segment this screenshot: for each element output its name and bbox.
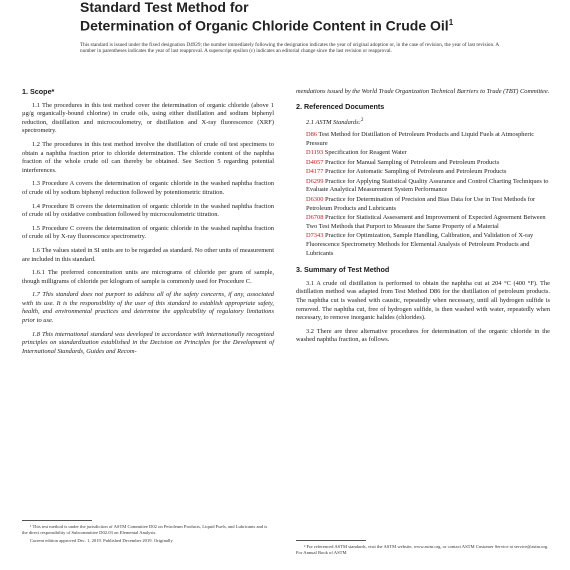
reference-item xyxy=(306,159,550,168)
reference-title: Practice for Determination of Precision and Bias Data for Use in Test Methods for Petroleum Products and Lubricants xyxy=(306,196,536,212)
reference-title: Practice for Applying Statistical Quality Assurance and Control Charting Techniques to Evaluate Analytical Measurement System Performance xyxy=(306,177,549,194)
footnote: ¹ This test method is under the jurisdiction of ASTM Committee D02 on Petroleum Products, Liquid Fuels, and Lubricants and is the direct responsibility of Subcommittee D02.03 on Elemental Analysis. xyxy=(22,524,268,535)
reference-link[interactable]: D6299 xyxy=(306,177,324,185)
scope-heading: 1. Scope* xyxy=(22,87,55,96)
scope-para: 1.1 The procedures in this test method cover the determination of organic chloride (above 1 µg/g organically-bound chlorine) in crude oils, using either distillation and sodium biphenyl reduction, distillation and microcoulometry, or distillation and X-ray fluorescence (XRF) spectrometry. xyxy=(22,101,274,135)
right-column xyxy=(296,88,550,350)
reference-title: Practice for Optimization, Sample Handling, Calibration, and Validation of X-ray Fluorescence Spectrometry Methods for Elemental Analysis of Petroleum Products and Lubricants xyxy=(306,232,534,257)
title-line-2-text: Determination of Organic Chloride Content in Crude Oil xyxy=(80,17,449,34)
reference-item xyxy=(306,214,550,231)
reference-link[interactable]: D7343 xyxy=(306,232,324,240)
document-title xyxy=(80,0,500,34)
references-heading: 2. Referenced Documents xyxy=(296,101,385,111)
left-column xyxy=(22,88,274,361)
scope-para: 1.5 Procedure C covers the determination of organic chloride in the washed naphtha fraction of crude oil by X-ray fluorescence spectrometry. xyxy=(22,224,274,241)
astm-standards-label: 2.1 ASTM Standards: xyxy=(306,119,361,127)
left-footnotes xyxy=(22,514,274,545)
scope-para: 1.3 Procedure A covers the determination of organic chloride in the washed naphtha fraction of crude oil by sodium biphenyl reduction followed by potentiometric titration. xyxy=(22,180,274,196)
footnote: Current edition approved Dec. 1, 2019. Published December 2019. Originally xyxy=(30,537,173,543)
reference-title: Practice for Statistical Assessment and Improvement of Expected Agreement Between Two Test Methods that Purport to Measure the Same Property of a Material xyxy=(306,214,546,230)
footnote-divider xyxy=(22,520,92,521)
summary-heading: 3. Summary of Test Method xyxy=(296,265,390,275)
reference-title: Practice for Manual Sampling of Petroleum and Petroleum Products xyxy=(325,158,500,166)
footnote-divider xyxy=(296,540,366,541)
summary-para: 3.2 There are three alternative procedures for determination of the organic chloride in the washed naphtha fraction, as follows. xyxy=(296,327,550,344)
reference-item xyxy=(306,168,550,177)
title-line-1: Standard Test Method for xyxy=(80,0,249,15)
scope-continuation: mendations issued by the World Trade Organization Technical Barriers to Trade (TBT) Committee. xyxy=(296,88,550,95)
reference-link[interactable]: D1193 xyxy=(306,149,324,157)
reference-link[interactable]: D6300 xyxy=(306,196,324,204)
scope-safety-para: 1.7 This standard does not purport to address all of the safety concerns, if any, associated with its use. It is the responsibility of the user of this standard to establish appropriate safety, health, and environmental practices and determine the applicability of regulatory limitations prior to use. xyxy=(22,291,274,325)
reference-link[interactable]: D86 xyxy=(306,130,318,138)
scope-para: 1.6.1 The preferred concentration units are micrograms of chloride per gram of sample, though milligrams of chloride per kilogram of sample is commonly used for Procedure C. xyxy=(22,269,274,285)
scope-para: 1.2 The procedures in this test method involve the distillation of crude oil test specimens to obtain a naphtha fraction prior to chloride determination. The chloride content of the naphtha fraction of the whole crude oil can thereby be obtained. See Section 5 regarding potential interferences. xyxy=(22,140,274,174)
reference-link[interactable]: D4057 xyxy=(306,158,324,166)
reference-item xyxy=(306,131,550,148)
reference-title: Test Method for Distillation of Petroleum Products and Liquid Fuels at Atmospheric Pressure xyxy=(306,130,535,147)
footnote: ² For referenced ASTM standards, visit the ASTM website, www.astm.org, or contact ASTM Customer Service at service@astm.org. For Annual Book of ASTM xyxy=(296,544,549,555)
reference-link[interactable]: D6708 xyxy=(306,214,324,222)
right-footnotes xyxy=(296,534,550,558)
reference-title: Specification for Reagent Water xyxy=(324,149,407,157)
scope-wto-para: 1.8 This international standard was developed in accordance with internationally recognized principles on standardization established in the Decision on Principles for the Development of International Standards, Guides and Recom- xyxy=(22,330,274,355)
reference-item xyxy=(306,149,550,158)
reference-item xyxy=(306,196,550,213)
designation-notice: This standard is issued under the fixed designation D4929; the number immediately following the designation indicates the year of original adoption or, in the case of revision, the year of last revision. A number in parentheses indicates the year of last reapproval. A superscript epsilon (ε) indicates an editorial change since the last revision or reapproval. xyxy=(80,42,499,55)
reference-item xyxy=(306,232,550,258)
reference-title: Practice for Automatic Sampling of Petroleum and Petroleum Products xyxy=(325,168,507,176)
title-footnote-marker: 1 xyxy=(448,18,454,27)
reference-list xyxy=(296,131,550,258)
scope-para: 1.4 Procedure B covers the determination of organic chloride in the washed naphtha fraction of crude oil by oxidative combustion followed by microcoulometric titration. xyxy=(22,202,274,219)
summary-para: 3.1 A crude oil distillation is performed to obtain the naphtha cut at 204 °C (400 °F). The distillation method was adapted from Test Method D86 for the distillation of petroleum products. The naphtha cut is washed with caustic, repeatedly when necessary, until all hydrogen sulfide is removed. The naphtha cut, free of hydrogen sulfide, is then washed with water, repeatedly when necessary, to remove inorganic halides (chlorides). xyxy=(296,279,550,322)
title-line-2 xyxy=(80,15,500,34)
astm-standards-footnote-marker: 2 xyxy=(360,117,364,124)
reference-item xyxy=(306,178,550,195)
scope-para: 1.6 The values stated in SI units are to be regarded as standard. No other units of measurement are included in this standard. xyxy=(22,246,274,263)
astm-standards-subhead xyxy=(306,116,550,128)
reference-link[interactable]: D4177 xyxy=(306,168,324,176)
